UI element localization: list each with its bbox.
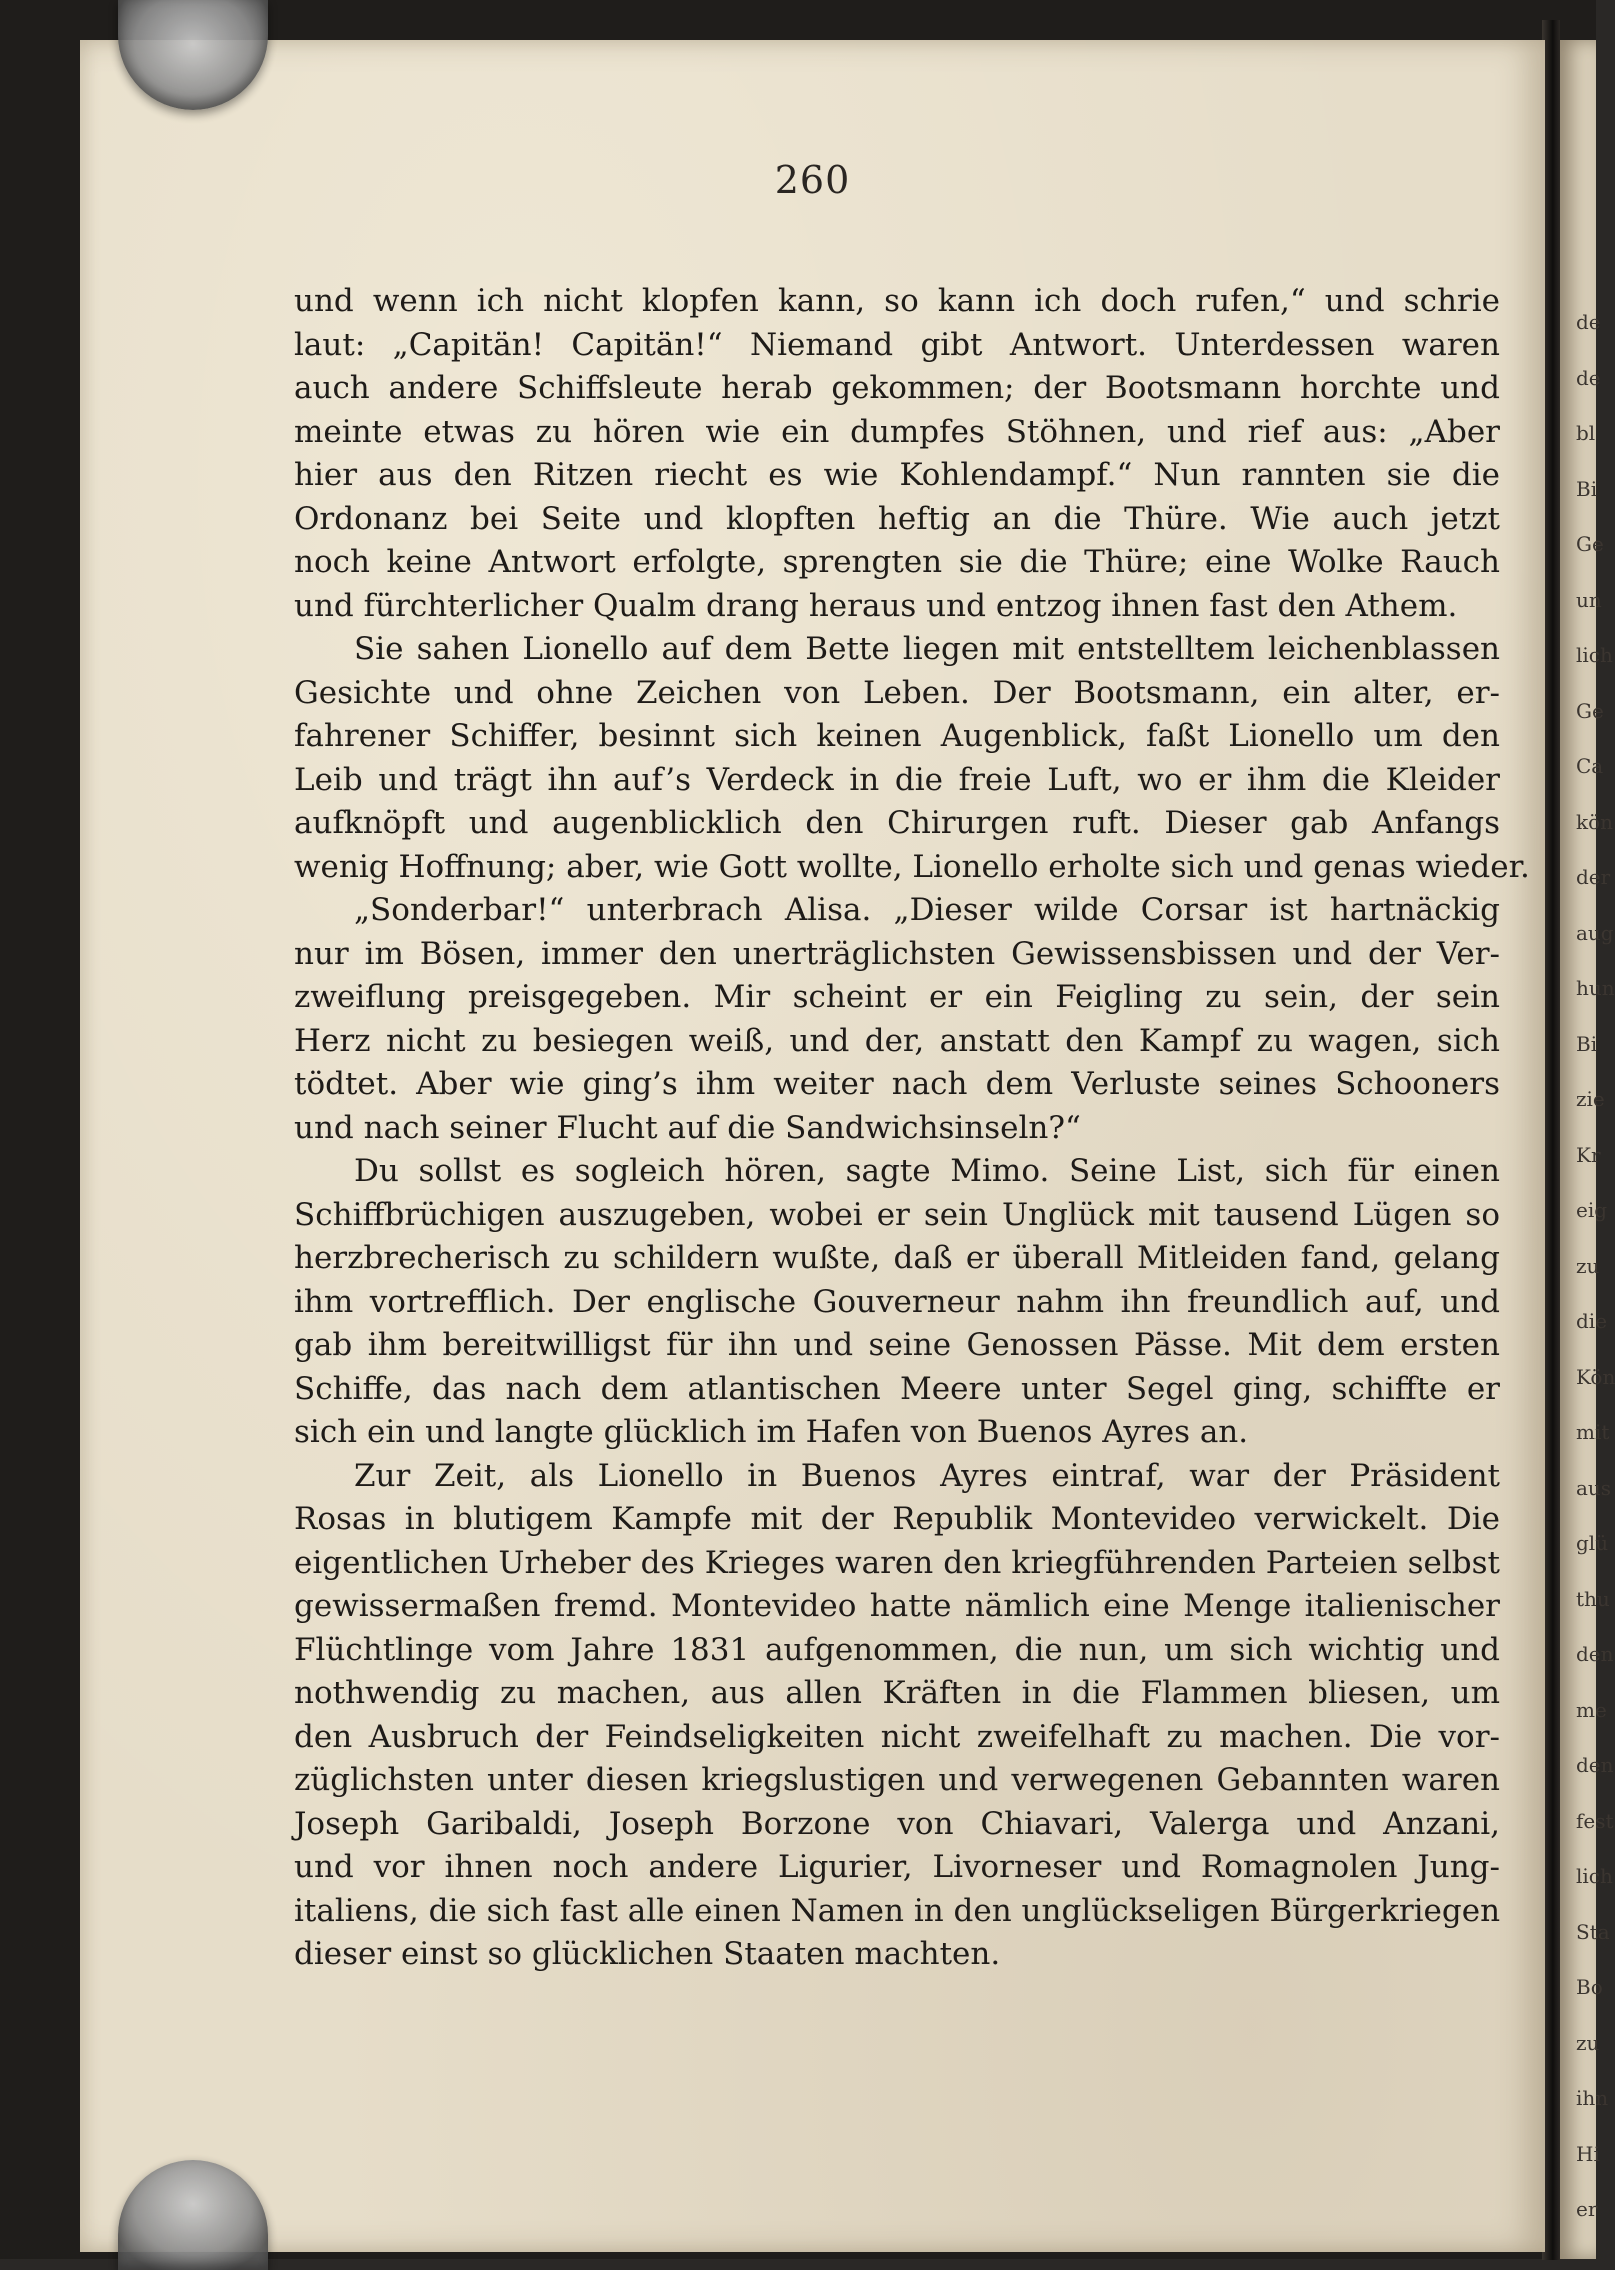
adjacent-page-fragment: Bo xyxy=(1576,1975,1603,1999)
adjacent-page-fragment: Ge xyxy=(1576,698,1604,723)
text-line: Flüchtlinge vom Jahre 1831 aufgenommen, die nun, um sich wichtig und xyxy=(294,1631,1500,1668)
adjacent-page-fragment: Bi xyxy=(1576,1031,1598,1056)
text-line: noch keine Antwort erfolgte, sprengten sie die Thüre; eine Wolke Rauch xyxy=(294,544,1500,580)
adjacent-page-fragment: bl xyxy=(1576,421,1596,445)
paragraph-3 xyxy=(294,889,1500,1150)
text-line: gewissermaßen fremd. Montevideo hatte nämlich eine Menge italienischer xyxy=(294,1588,1500,1624)
paragraph-2 xyxy=(294,628,1530,889)
adjacent-page-fragment: thu xyxy=(1576,1586,1610,1611)
text-line: Sie sahen Lionello auf dem Bette liegen mit entstelltem leichenblassen xyxy=(354,631,1500,667)
adjacent-page-fragment: Bi xyxy=(1576,476,1598,501)
text-line: zweiflung preisgegeben. Mir scheint er ein Feigling zu sein, der sein xyxy=(294,979,1500,1015)
adjacent-page-fragment: fest xyxy=(1576,1808,1614,1833)
text-line: Schiffe, das nach dem atlantischen Meere unter Segel ging, schiffte er xyxy=(294,1370,1500,1407)
text-line: Ordonanz bei Seite und klopften heftig an die Thüre. Wie auch jetzt xyxy=(294,500,1500,537)
adjacent-page-fragment: aug xyxy=(1576,920,1614,945)
text-line: wenig Hoffnung; aber, wie Gott wollte, Lionello erholte sich und genas wieder. xyxy=(294,848,1530,885)
text-line: und fürchterlicher Qualm drang heraus und entzog ihnen fast den Athem. xyxy=(294,587,1458,624)
adjacent-page-fragment: er xyxy=(1576,2197,1598,2221)
adjacent-page-fragment: Ca xyxy=(1576,754,1604,778)
adjacent-page-fragment: mit xyxy=(1576,1420,1610,1444)
paragraph-5 xyxy=(294,1455,1500,1977)
page-number: 260 xyxy=(774,158,851,202)
adjacent-page-fragment: aus xyxy=(1576,1475,1612,1500)
text-line: sich ein und langte glücklich im Hafen von Buenos Ayres an. xyxy=(294,1414,1249,1450)
adjacent-page-fragment: den xyxy=(1576,1753,1614,1777)
adjacent-page-fragment: de xyxy=(1576,310,1601,334)
adjacent-page-fragment: kön xyxy=(1576,809,1614,834)
paragraph-1 xyxy=(294,280,1500,628)
text-line: und wenn ich nicht klopfen kann, so kann ich doch rufen,“ und schrie xyxy=(294,283,1500,319)
text-line: Schiffbrüchigen auszugeben, wobei er sein Unglück mit tausend Lügen so xyxy=(294,1196,1500,1233)
text-line: laut: „Capitän! Capitän!“ Niemand gibt Antwort. Unterdessen waren xyxy=(294,326,1500,363)
text-line: Joseph Garibaldi, Joseph Borzone von Chiavari, Valerga und Anzani, xyxy=(294,1805,1500,1842)
adjacent-page-fragment: lich xyxy=(1576,643,1613,667)
adjacent-page-fragment: ihn xyxy=(1576,2086,1609,2110)
text-line: herzbrecherisch zu schildern wußte, daß er überall Mitleiden fand, gelang xyxy=(294,1240,1500,1276)
text-line: dieser einst so glücklichen Staaten machten. xyxy=(294,1936,1001,1972)
text-line: „Sonderbar!“ unterbrach Alisa. „Dieser wilde Corsar ist hartnäckig xyxy=(354,892,1500,928)
adjacent-page-fragment: zie xyxy=(1576,1087,1605,1111)
text-line: und nach seiner Flucht auf die Sandwichsinseln?“ xyxy=(294,1109,1081,1146)
text-line: italiens, die sich fast alle einen Namen in den unglückseligen Bürgerkriegen xyxy=(294,1892,1501,1929)
text-line: meinte etwas zu hören wie ein dumpfes Stöhnen, und rief aus: „Aber xyxy=(294,413,1500,450)
text-line: auch andere Schiffsleute herab gekommen; der Bootsmann horchte und xyxy=(294,370,1500,406)
adjacent-page-fragment: de xyxy=(1576,365,1601,390)
adjacent-page-fragment: eig xyxy=(1576,1198,1608,1222)
text-line: züglichsten unter diesen kriegslustigen und verwegenen Gebannten waren xyxy=(294,1762,1500,1798)
text-line: Du sollst es sogleich hören, sagte Mimo. Seine List, sich für einen xyxy=(354,1153,1500,1189)
paragraph-4 xyxy=(294,1150,1500,1455)
adjacent-page-fragment: Kr xyxy=(1576,1142,1601,1167)
adjacent-page-fragment: der xyxy=(1576,865,1611,889)
adjacent-page-fragment: glü xyxy=(1576,1531,1609,1555)
adjacent-page-fragment: un xyxy=(1576,587,1602,612)
adjacent-page-fragment: Sta xyxy=(1576,1919,1610,1944)
adjacent-page-fragment: zu xyxy=(1576,1253,1600,1278)
text-line: hier aus den Ritzen riecht es wie Kohlendampf.“ Nun rannten sie die xyxy=(294,457,1500,493)
text-line: tödtet. Aber wie ging’s ihm weiter nach dem Verluste seines Schooners xyxy=(294,1066,1500,1102)
book-page xyxy=(80,40,1545,2252)
text-line: Zur Zeit, als Lionello in Buenos Ayres eintraf, war der Präsident xyxy=(354,1457,1500,1494)
text-line: den Ausbruch der Feindseligkeiten nicht zweifelhaft zu machen. Die vor- xyxy=(294,1718,1500,1755)
text-line: gab ihm bereitwilligst für ihn und seine Genossen Pässe. Mit dem ersten xyxy=(294,1327,1500,1363)
adjacent-page-fragment: Kön xyxy=(1576,1364,1615,1389)
text-line: und vor ihnen noch andere Ligurier, Livorneser und Romagnolen Jung- xyxy=(294,1849,1500,1885)
text-line: eigentlichen Urheber des Krieges waren den kriegführenden Parteien selbst xyxy=(294,1544,1500,1581)
adjacent-page-fragment: die xyxy=(1576,1309,1608,1333)
text-line: fahrener Schiffer, besinnt sich keinen Augenblick, faßt Lionello um den xyxy=(294,718,1500,754)
adjacent-page-fragment: zu xyxy=(1576,2030,1600,2055)
text-line: aufknöpft und augenblicklich den Chirurgen ruft. Dieser gab Anfangs xyxy=(294,805,1500,841)
adjacent-page-fragment: den xyxy=(1576,1642,1614,1666)
text-line: Herz nicht zu besiegen weiß, und der, anstatt den Kampf zu wagen, sich xyxy=(294,1022,1500,1059)
text-line: ihm vortrefflich. Der englische Gouverneur nahm ihn freundlich auf, und xyxy=(294,1283,1500,1320)
text-line: Leib und trägt ihn auf’s Verdeck in die freie Luft, wo er ihm die Kleider xyxy=(294,761,1500,798)
page-body-text xyxy=(294,280,1530,1977)
text-line: nothwendig zu machen, aus allen Kräften in die Flammen bliesen, um xyxy=(294,1675,1500,1711)
adjacent-page-fragment: Ge xyxy=(1576,532,1604,556)
adjacent-page-edge xyxy=(1560,40,1615,2259)
text-line: Gesichte und ohne Zeichen von Leben. Der Bootsmann, ein alter, er- xyxy=(294,674,1500,711)
text-line: nur im Bösen, immer den unerträglichsten Gewissensbissen und der Ver- xyxy=(294,935,1500,972)
text-line: Rosas in blutigem Kampfe mit der Republik Montevideo verwickelt. Die xyxy=(294,1501,1500,1537)
adjacent-page-fragment: lich xyxy=(1576,1864,1613,1888)
adjacent-page-fragment: me xyxy=(1576,1697,1607,1722)
adjacent-page-fragment: Hi xyxy=(1576,2141,1600,2166)
adjacent-page-fragment: hun xyxy=(1576,976,1615,1000)
